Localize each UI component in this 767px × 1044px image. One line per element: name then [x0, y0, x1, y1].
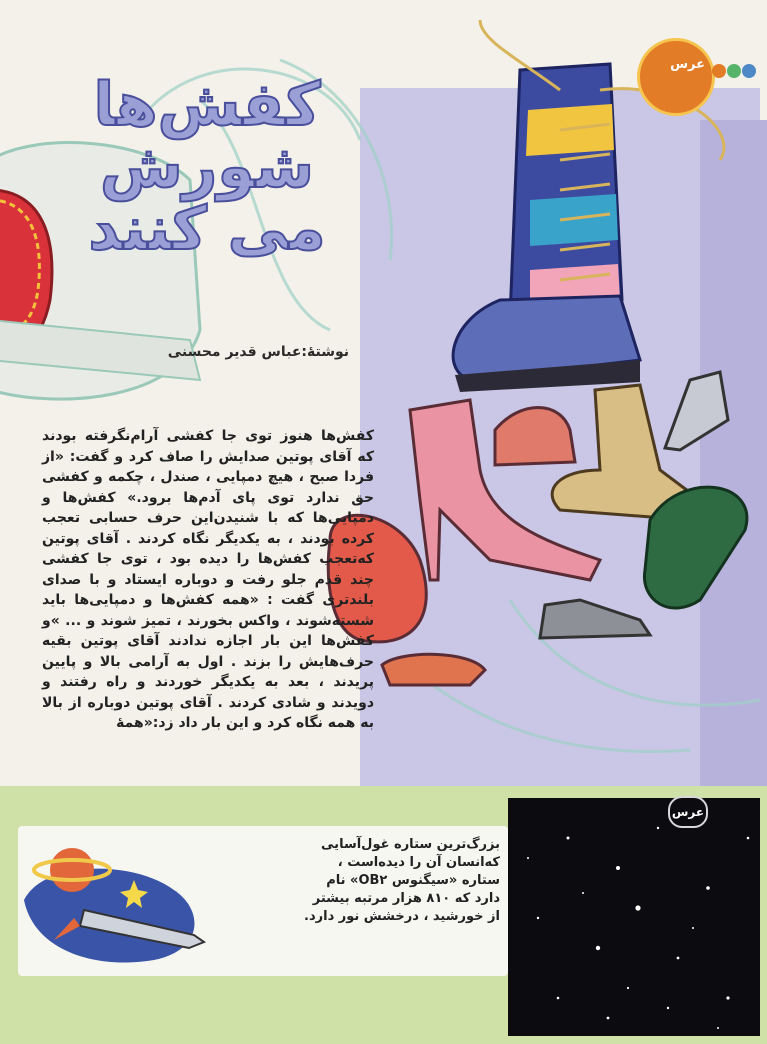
title-line-1: کفش‌ها	[93, 70, 321, 140]
fact-badge: عرس	[668, 796, 708, 828]
page-title	[77, 70, 337, 264]
title-line-2: شورش	[100, 132, 314, 202]
slipper-drawing	[644, 487, 746, 608]
title-line-3: می کنند	[88, 194, 326, 264]
star-field-photo	[508, 798, 760, 1036]
small-shoe-drawing	[495, 408, 575, 466]
author-byline: نوشتهٔ:عباس قدیر محسنی	[167, 344, 349, 360]
flat-slipper-drawing	[382, 654, 485, 685]
silver-heel-drawing	[665, 372, 728, 450]
fact-text: بزرگ‌ترین ستاره غول‌آسایی که‌انسان آن را دیده‌است ، ستاره «سیگنوس OB۲» نام دارد که ۸۱۰ هزار مرتبه بیشتر از خورشید ، درخشش نور دارد.	[304, 837, 500, 924]
section-badge	[637, 38, 715, 116]
stars	[508, 798, 760, 1036]
grey-shoe-drawing	[540, 600, 650, 638]
space-illustration	[14, 830, 234, 970]
section-badge-label: عرس	[670, 57, 705, 72]
story-text: کفش‌ها هنوز توی جا کفشی آرام‌نگرفته بودند که آقای پوتین صدایش را صاف کرد و گفت: «از فردا صبح ، هیچ دمپایی ، صندل ، چکمه و کفشی حق ندارد توی پای آدم‌ها برود.» کفش‌ها و دمپایی‌ها که با شنیدن‌این حرف حسابی تعجب کرده بودند ، به یکدیگر نگاه کردند . آقای پوتین که‌تعجب کفش‌ها را دیده‌ بود ، توی جا کفشی چند قدم جلو رفت و دوباره ایستاد و با صدای بلندتری گفت : «همه کفش‌ها و دمپایی‌ها باید شسته‌شوند ، واکس بخورند ، تمیز شوند و ... »و کفش‌ها این بار اجازه ندادند آقای پوتین بقیه حرف‌هایش را بزند . اول به آرامی بالا و پایین پریدند ، بعد به یکدیگر خوردند و راه رفتند و دویدند و شادی کردند . آقای پوتین دوباره از بالا به همه نگاه کرد و این بار داد زد:«همهٔ	[42, 428, 374, 731]
